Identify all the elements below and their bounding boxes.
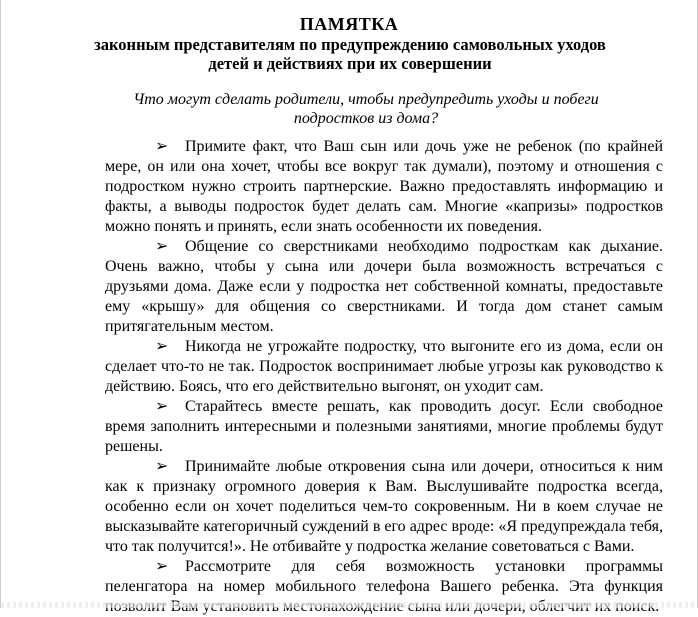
paragraph-text: Никогда не угрожайте подростку, что выгоните его из дома, если он сделает что-то не так. Подросток воспринимает любые угрозы как руководство к действию. Боясь, что его действительно выгонят, он уходит сам. bbox=[105, 338, 663, 395]
document-title: ПАМЯТКА bbox=[299, 14, 399, 34]
arrow-bullet-icon: ➢ bbox=[155, 458, 169, 475]
paragraph-text: Старайтесь вместе решать, как проводить досуг. Если свободное время заполнить интересными и полезными занятиями, многие проблемы будут решены. bbox=[105, 398, 663, 455]
arrow-bullet-icon: ➢ bbox=[155, 338, 169, 355]
paragraph-text: Рассмотрите для себя возможность установки программы пеленгатора на номер мобильного телефона Вашего ребенка. Эта функция bbox=[105, 558, 663, 595]
arrow-bullet-icon: ➢ bbox=[155, 558, 169, 575]
arrow-bullet-icon: ➢ bbox=[155, 398, 169, 415]
page-bottom-edge bbox=[1, 602, 697, 608]
paragraph bbox=[105, 137, 663, 237]
arrow-bullet-icon: ➢ bbox=[155, 238, 169, 255]
document-body bbox=[105, 137, 663, 617]
paragraph-text: Общение со сверстниками необходимо подросткам как дыхание. Очень важно, чтобы у сына или дочери была возможность встречаться с друзьями дома. Даже если у подростка нет собственной комнаты, предоставьте ему «крышу» для общения со сверстниками. И тогда дом станет самым притягательным местом. bbox=[105, 238, 663, 335]
document-subtitle: законным представителям по предупреждению самовольных уходов детей и действиях при их совершении bbox=[94, 35, 606, 73]
section-question: Что могут сделать родители, чтобы предупредить уходы и побеги подростков из дома? bbox=[133, 91, 599, 127]
paragraph bbox=[105, 457, 663, 557]
paragraph bbox=[105, 337, 663, 397]
paragraph bbox=[105, 557, 663, 617]
paragraph-text: Примите факт, что Ваш сын или дочь уже не ребенок (по крайней мере, он или она хочет, чтобы все вокруг так думали), поэтому и отношения с подростком нужно строить партнерские. Важно предоставлять информацию и факты, а выводы подросток будет делать сам. Многие «капризы» подростков можно понять и принять, если знать особенности их поведения. bbox=[105, 138, 663, 235]
paragraph-text: Принимайте любые откровения сына или дочери, относиться к ним как к признаку огромного доверия к Вам. Выслушивайте подростка всегда, особенно если он хочет поделиться чем-то сокровенным. Ни в коем случае не высказывайте категоричный суждений в его адрес вроде: «Я предупреждала тебя, что так получится!». Не отбивайте у подростка желание советоваться с Вами. bbox=[105, 458, 663, 555]
paragraph bbox=[105, 397, 663, 457]
paragraph bbox=[105, 237, 663, 337]
arrow-bullet-icon: ➢ bbox=[155, 138, 169, 155]
